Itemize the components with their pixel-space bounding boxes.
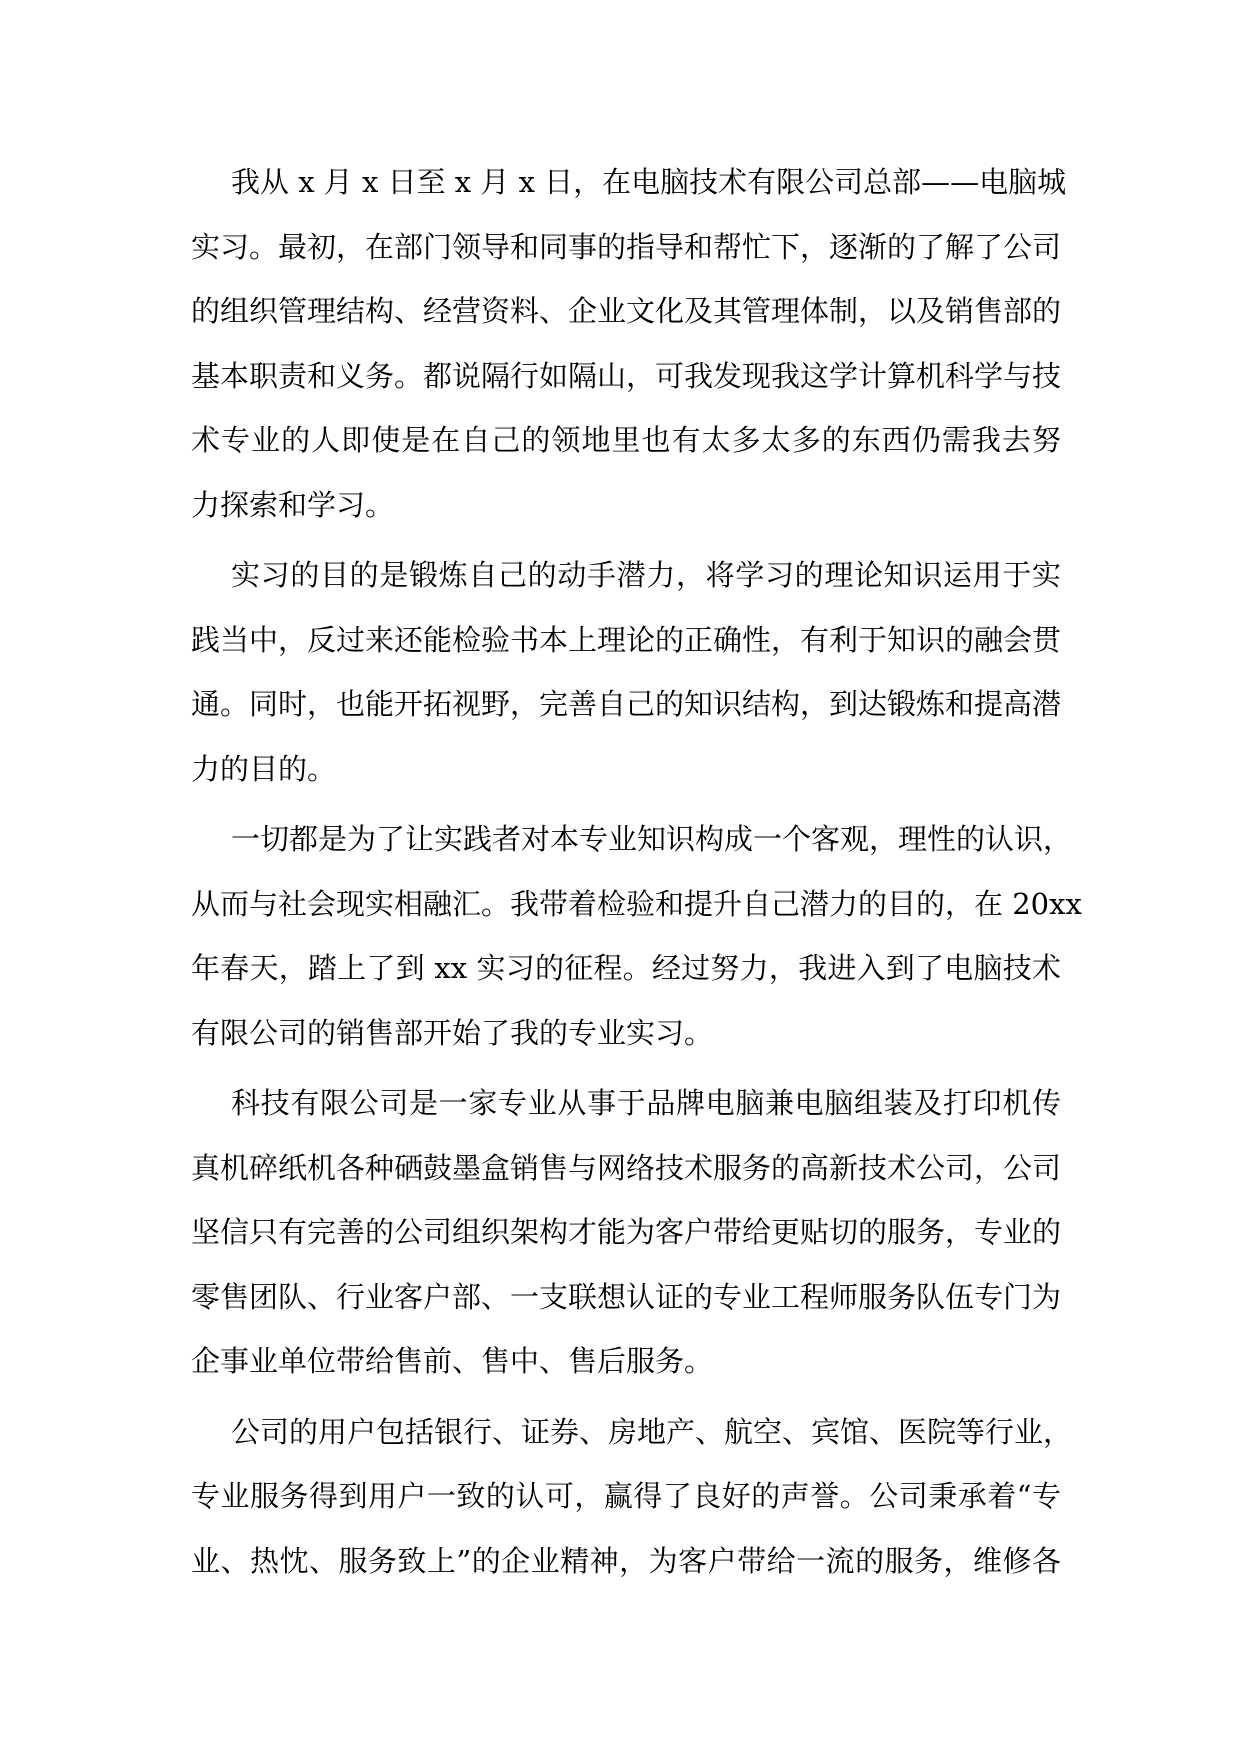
paragraph-1 [191,150,1067,537]
text-line: 有限公司的销售部开始了我的专业实习。 [191,1015,714,1050]
text-line: 的组织管理结构、经营资料、企业文化及其管理体制，以及销售部的 [191,294,1062,328]
paragraph-2 [191,543,1061,801]
text-line: 零售团队、行业客户部、一支联想认证的专业工程师服务队伍专门为 [191,1279,1062,1314]
text-line: 实习的目的是锻炼自己的动手潜力，将学习的理论知识运用于实 [231,558,1061,592]
document-body [191,150,1082,1599]
text-line: 科技有限公司是一家专业从事于品牌电脑兼电脑组装及打印机传 [231,1086,1061,1120]
paragraph-4 [191,1071,1061,1394]
text-line: 公司的用户包括银行、证券、房地产、航空、宾馆、医院等行业， [231,1414,1073,1449]
text-line: 业、热忱、服务致上”的企业精神，为客户带给一流的服务，维修各 [191,1543,1061,1578]
text-line: 企事业单位带给售前、售中、售后服务。 [191,1344,714,1378]
text-line: 我从 x 月 x 日至 x 月 x 日，在电脑技术有限公司总部——电脑城 [231,165,1067,199]
text-line: 力的目的。 [191,751,337,786]
text-line: 基本职责和义务。都说隔行如隔山，可我发现我这学计算机科学与技 [191,358,1062,393]
text-line: 践当中，反过来还能检验书本上理论的正确性，有利于知识的融会贯 [191,622,1062,657]
paragraph-5 [191,1400,1073,1594]
text-line: 通。同时，也能开拓视野，完善自己的知识结构，到达锻炼和提高潜 [191,687,1062,721]
text-line: 从而与社会现实相融汇。我带着检验和提升自己潜力的目的，在 20xx [191,886,1082,921]
text-line: 实习。最初，在部门领导和同事的指导和帮忙下，逐渐的了解了公司 [191,229,1062,264]
text-line: 力探索和学习。 [191,487,395,522]
text-line: 术专业的人即使是在自己的领地里也有太多太多的东西仍需我去努 [191,423,1061,457]
text-line: 真机碎纸机各种硒鼓墨盒销售与网络技术服务的高新技术公司，公司 [191,1150,1062,1185]
text-line: 坚信只有完善的公司组织架构才能为客户带给更贴切的服务，专业的 [191,1215,1062,1249]
text-line: 年春天，踏上了到 xx 实习的征程。经过努力，我进入到了电脑技术 [191,951,1061,985]
text-line: 一切都是为了让实践者对本专业知识构成一个客观，理性的认识， [231,822,1073,856]
paragraph-3 [191,807,1082,1065]
text-line: 专业服务得到用户一致的认可，赢得了良好的声誉。公司秉承着“专 [191,1479,1061,1513]
